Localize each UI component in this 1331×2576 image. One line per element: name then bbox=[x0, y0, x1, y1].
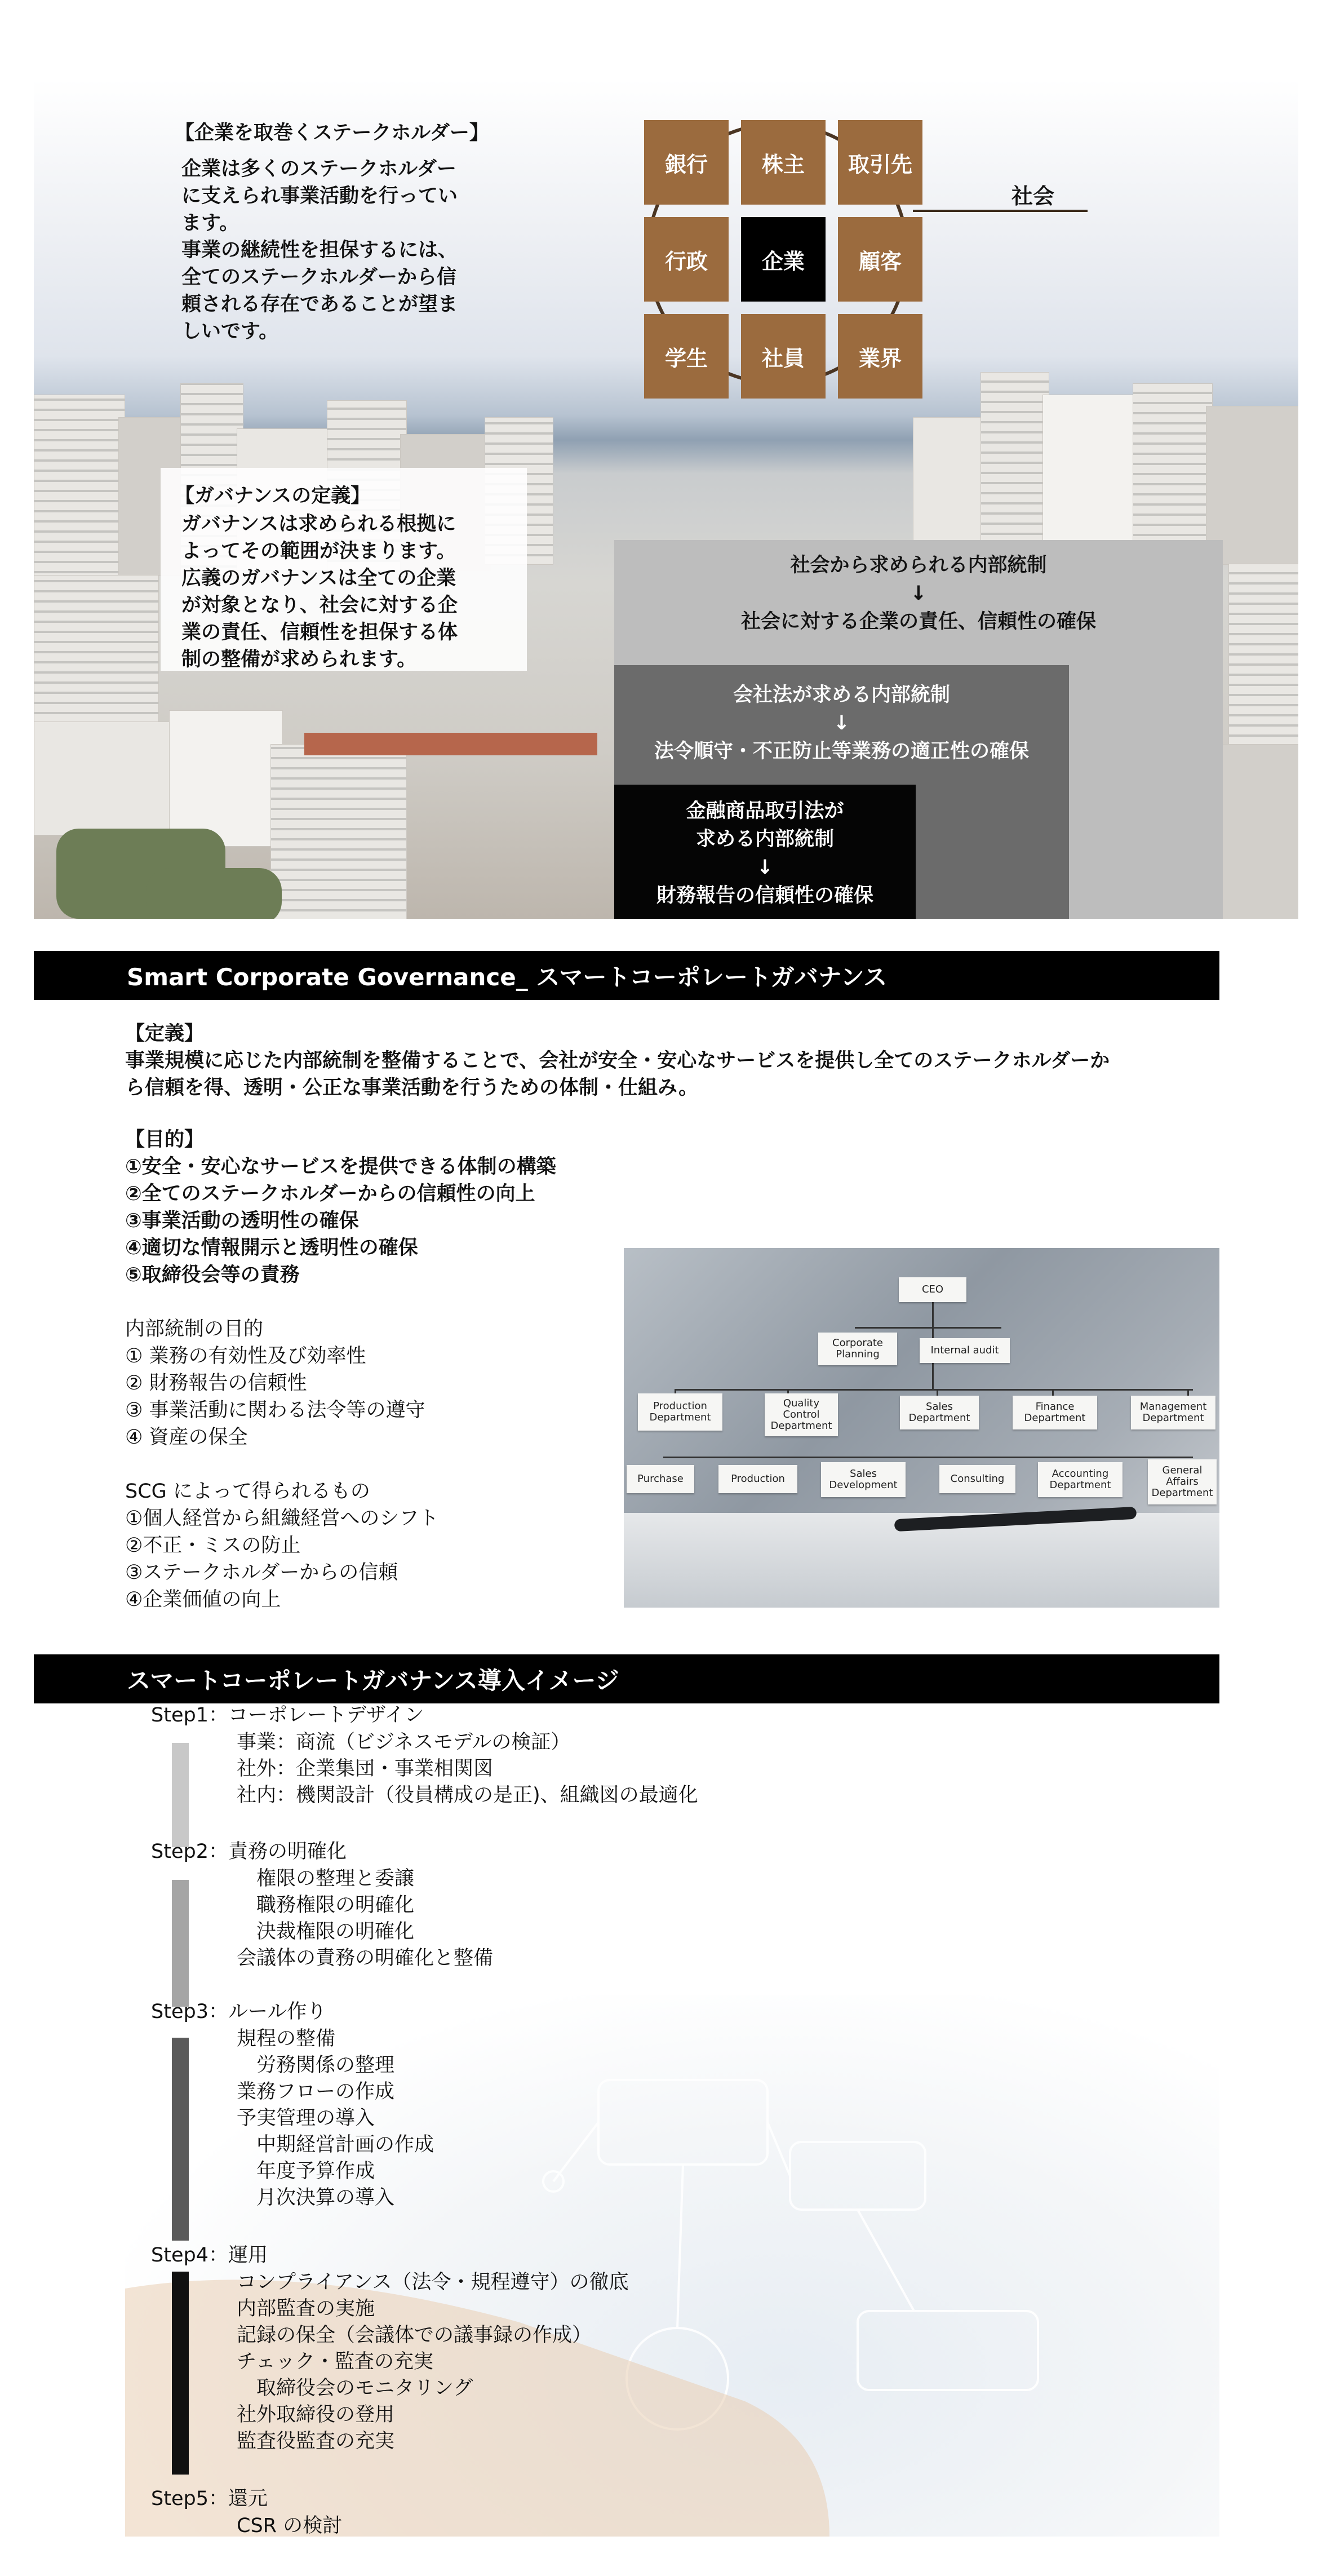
step3-title: Step3：ルール作り bbox=[151, 2000, 327, 2023]
stakeholder-body: 企業は多くのステークホルダー に支えられ事業活動を行ってい ます。 事業の継続性を担保するには、 全てのステークホルダーから信 頼される存在であることが望ま しいです。 bbox=[181, 158, 458, 343]
org-production-department: Production Department bbox=[638, 1393, 722, 1431]
tile-industry: 業界 bbox=[838, 314, 922, 399]
step2-bar bbox=[172, 1880, 189, 2007]
fiea-text: 金融商品取引法が 求める内部統制 ↓ 財務報告の信頼性の確保 bbox=[656, 800, 873, 907]
org-sales-department: Sales Department bbox=[900, 1396, 979, 1429]
step1-body: 事業：商流（ビジネスモデルの検証） 社外：企業集団・事業相関図 社内：機関設計（役員構成の是正)、組織図の最適化 bbox=[237, 1731, 698, 1807]
fiea-box bbox=[614, 785, 916, 919]
org-ceo: CEO bbox=[899, 1277, 966, 1302]
org-accounting: Accounting Department bbox=[1038, 1462, 1123, 1497]
society-label: 社会 bbox=[1011, 184, 1055, 209]
org-finance-department: Finance Department bbox=[1013, 1396, 1097, 1429]
purpose-list: ①安全・安心なサービスを提供できる体制の構築 ②全てのステークホルダーからの信頼性の向上 ③事業活動の透明性の確保 ④適切な情報開示と透明性の確保 ⑤取締役会等の責務 bbox=[125, 1156, 556, 1286]
internal-control-list: ① 業務の有効性及び効率性 ② 財務報告の信頼性 ③ 事業活動に関わる法令等の遵守 ④ 資産の保全 bbox=[125, 1345, 425, 1449]
org-management-department: Management Department bbox=[1131, 1396, 1215, 1429]
org-corporate-planning: Corporate Planning bbox=[818, 1333, 897, 1365]
definition-body: 事業規模に応じた内部統制を整備することで、会社が安全・安心なサービスを提供し全てのステークホルダーか ら信頼を得、透明・公正な事業活動を行うための体制・仕組み。 bbox=[125, 1050, 1110, 1099]
scg-benefits-title: SCG によって得られるもの bbox=[125, 1480, 370, 1503]
scg-section-header bbox=[34, 951, 1219, 1000]
tile-government: 行政 bbox=[644, 217, 729, 302]
step3-body: 規程の整備 労務関係の整理 業務フローの作成 予実管理の導入 中期経営計画の作成 年度予算作成 月次決算の導入 bbox=[237, 2028, 434, 2209]
org-internal-audit: Internal audit bbox=[920, 1338, 1010, 1363]
tile-student: 学生 bbox=[644, 314, 729, 399]
step2-title: Step2：責務の明確化 bbox=[151, 1840, 347, 1863]
step4-bar bbox=[172, 2272, 189, 2475]
step5-title: Step5：還元 bbox=[151, 2488, 268, 2510]
scg-benefits-list: ①個人経営から組織経営へのシフト ②不正・ミスの防止 ③ステークホルダーからの信頼 ④企業価値の向上 bbox=[125, 1507, 439, 1611]
step4-title: Step4：運用 bbox=[151, 2244, 268, 2267]
org-consulting: Consulting bbox=[939, 1465, 1015, 1493]
tile-customer: 顧客 bbox=[838, 217, 922, 302]
tile-shareholder: 株主 bbox=[741, 120, 826, 205]
stakeholder-title: 【企業を取巻くステークホルダー】 bbox=[175, 122, 489, 144]
org-quality-control: Quality Control Department bbox=[765, 1393, 838, 1436]
stakeholder-grid bbox=[644, 120, 912, 388]
companies-act-text: 会社法が求める内部統制 ↓ 法令順守・不正防止等業務の適正性の確保 bbox=[654, 684, 1029, 763]
social-internal-control-text: 社会から求められる内部統制 ↓ 社会に対する企業の責任、信頼性の確保 bbox=[740, 554, 1096, 633]
governance-body: ガバナンスは求められる根拠に よってその範囲が決まります。 広義のガバナンスは全ての企業 が対象となり、社会に対する企 業の責任、信頼性を担保する体 制の整備が求められます。 bbox=[181, 513, 458, 671]
org-sales-development: Sales Development bbox=[821, 1462, 906, 1497]
org-production: Production bbox=[718, 1465, 797, 1493]
scg-section-title: Smart Corporate Governance_ スマートコーポレートガバナンス bbox=[127, 963, 888, 991]
intro-section-header bbox=[34, 1654, 1219, 1703]
step1-title: Step1：コーポレートデザイン bbox=[151, 1704, 424, 1727]
internal-control-title: 内部統制の目的 bbox=[125, 1318, 264, 1340]
step3-bar bbox=[172, 2038, 189, 2241]
org-chart-photo bbox=[624, 1248, 1219, 1608]
tile-bank: 銀行 bbox=[644, 120, 729, 205]
hero-cityscape-section bbox=[34, 79, 1298, 919]
intro-section-title: スマートコーポレートガバナンス導入イメージ bbox=[127, 1666, 619, 1694]
step5-body: CSR の検討 bbox=[237, 2515, 343, 2537]
step2-body: 権限の整理と委譲 職務権限の明確化 決裁権限の明確化 会議体の責務の明確化と整備 bbox=[237, 1867, 494, 1969]
org-purchase: Purchase bbox=[627, 1465, 694, 1493]
purpose-title: 【目的】 bbox=[125, 1128, 205, 1151]
org-general-affairs: General Affairs Department bbox=[1148, 1459, 1217, 1504]
tile-employee: 社員 bbox=[741, 314, 826, 399]
society-leader-line bbox=[913, 210, 1088, 212]
step4-body: コンプライアンス（法令・規程遵守）の徹底 内部監査の実施 記録の保全（会議体での議事録の作成） チェック・監査の充実 取締役会のモニタリング 社外取締役の登用 監査役監査の充実 bbox=[237, 2271, 629, 2453]
definition-title: 【定義】 bbox=[125, 1023, 205, 1045]
tile-partner: 取引先 bbox=[838, 120, 922, 205]
tile-company: 企業 bbox=[741, 217, 826, 302]
governance-title: 【ガバナンスの定義】 bbox=[175, 485, 371, 507]
step1-bar bbox=[172, 1743, 189, 1847]
